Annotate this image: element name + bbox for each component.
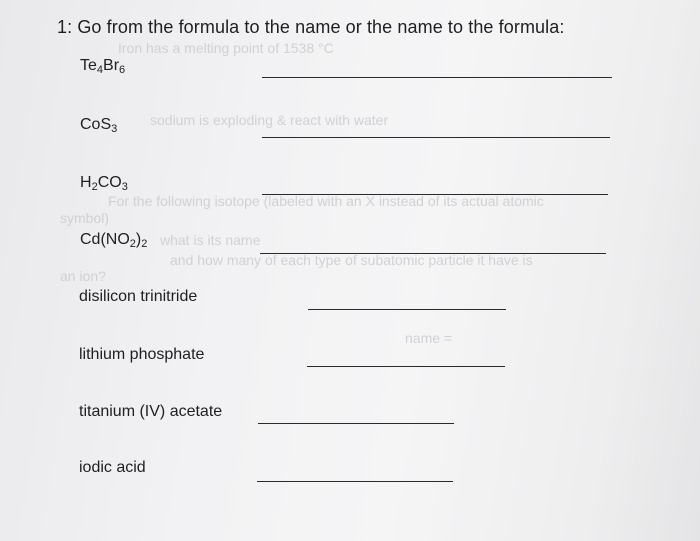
item-text: iodic acid bbox=[79, 459, 146, 476]
formula-symbol: Te bbox=[80, 57, 97, 74]
item-formula-0 bbox=[80, 57, 125, 75]
item-name-6 bbox=[79, 403, 222, 421]
formula-subscript: 3 bbox=[111, 123, 118, 135]
item-formula-2 bbox=[80, 174, 128, 192]
item-name-4 bbox=[79, 288, 197, 306]
formula-symbol: ) bbox=[135, 231, 142, 248]
bleed-through-text: an ion? bbox=[60, 268, 106, 284]
formula-subscript: 6 bbox=[119, 64, 126, 76]
formula-symbol: CO bbox=[97, 174, 122, 191]
bleed-through-text: name = bbox=[405, 330, 453, 346]
question-text: Go from the formula to the name or the name to the formula: bbox=[77, 17, 565, 37]
item-formula-3 bbox=[80, 231, 147, 249]
answer-line[interactable] bbox=[257, 481, 453, 482]
answer-line[interactable] bbox=[308, 309, 506, 310]
bleed-through-text: what is its name bbox=[160, 232, 261, 248]
item-formula-1 bbox=[80, 116, 117, 134]
item-name-7 bbox=[79, 459, 146, 477]
answer-line[interactable] bbox=[262, 77, 612, 78]
formula-subscript: 3 bbox=[121, 181, 128, 193]
formula-subscript: 4 bbox=[96, 64, 104, 76]
formula-subscript: 2 bbox=[91, 181, 98, 193]
formula-symbol: H bbox=[80, 174, 92, 191]
question-heading bbox=[57, 17, 564, 38]
item-name-5 bbox=[79, 346, 204, 364]
answer-line[interactable] bbox=[258, 423, 454, 424]
bleed-through-text: symbol) bbox=[60, 210, 110, 226]
bleed-through-text: and how many of each type of subatomic particle it have is bbox=[170, 252, 533, 268]
question-number: 1: bbox=[57, 17, 73, 37]
answer-line[interactable] bbox=[260, 253, 606, 254]
formula-symbol: CoS bbox=[80, 116, 112, 133]
item-text: lithium phosphate bbox=[79, 346, 205, 363]
formula-symbol: Cd(NO bbox=[80, 231, 130, 248]
item-text: titanium (IV) acetate bbox=[79, 403, 223, 420]
answer-line[interactable] bbox=[307, 366, 505, 367]
formula-subscript: 2 bbox=[141, 238, 148, 250]
answer-line[interactable] bbox=[262, 137, 610, 138]
bleed-through-text: For the following isotope (labeled with an X instead of its actual atomic bbox=[108, 193, 544, 209]
item-text: disilicon trinitride bbox=[79, 288, 198, 305]
bleed-through-text: Iron has a melting point of 1538 °C bbox=[118, 40, 334, 56]
answer-line[interactable] bbox=[262, 194, 608, 195]
formula-symbol: Br bbox=[103, 57, 120, 74]
bleed-through-text: sodium is exploding & react with water bbox=[150, 112, 389, 128]
formula-subscript: 2 bbox=[129, 238, 136, 250]
